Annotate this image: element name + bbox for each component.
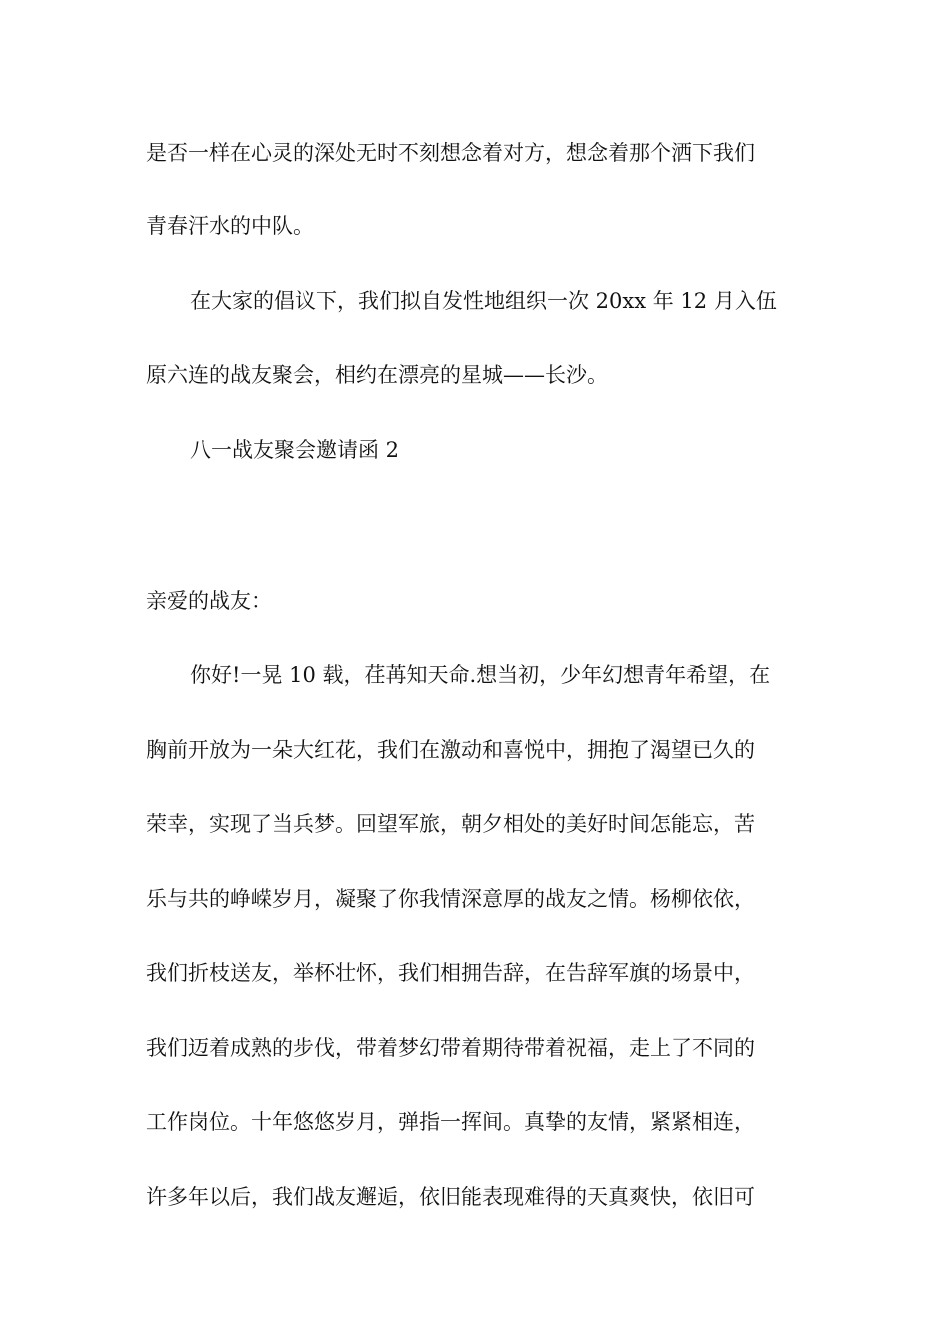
paragraph-line: 我们迈着成熟的步伐，带着梦幻带着期待带着祝福，走上了不同的 [146,1036,755,1060]
paragraph-line: 原六连的战友聚会，相约在漂亮的星城——长沙。 [146,363,608,387]
paragraph-line: 荣幸，实现了当兵梦。回望军旅，朝夕相处的美好时间怎能忘，苦 [146,812,755,836]
paragraph-line: 是否一样在心灵的深处无时不刻想念着对方，想念着那个洒下我们 [146,141,755,165]
paragraph-line: 胸前开放为一朵大红花，我们在激动和喜悦中，拥抱了渴望已久的 [146,738,755,762]
paragraph-line: 我们折枝送友，举杯壮怀，我们相拥告辞，在告辞军旗的场景中， [146,961,755,985]
paragraph-line: 在大家的倡议下，我们拟自发性地组织一次 20xx 年 12 月入伍 [190,289,777,313]
section-heading: 八一战友聚会邀请函 2 [190,438,400,462]
salutation: 亲爱的战友： [146,589,272,613]
paragraph-line: 工作岗位。十年悠悠岁月，弹指一挥间。真挚的友情，紧紧相连， [146,1110,755,1134]
paragraph-line: 许多年以后，我们战友邂逅，依旧能表现难得的天真爽快，依旧可 [146,1185,755,1209]
paragraph-line: 青春汗水的中队。 [146,214,314,238]
paragraph-line: 乐与共的峥嵘岁月，凝聚了你我情深意厚的战友之情。杨柳依依， [146,887,755,911]
paragraph-line: 你好!一晃 10 载，荏苒知天命.想当初，少年幻想青年希望，在 [190,663,771,687]
